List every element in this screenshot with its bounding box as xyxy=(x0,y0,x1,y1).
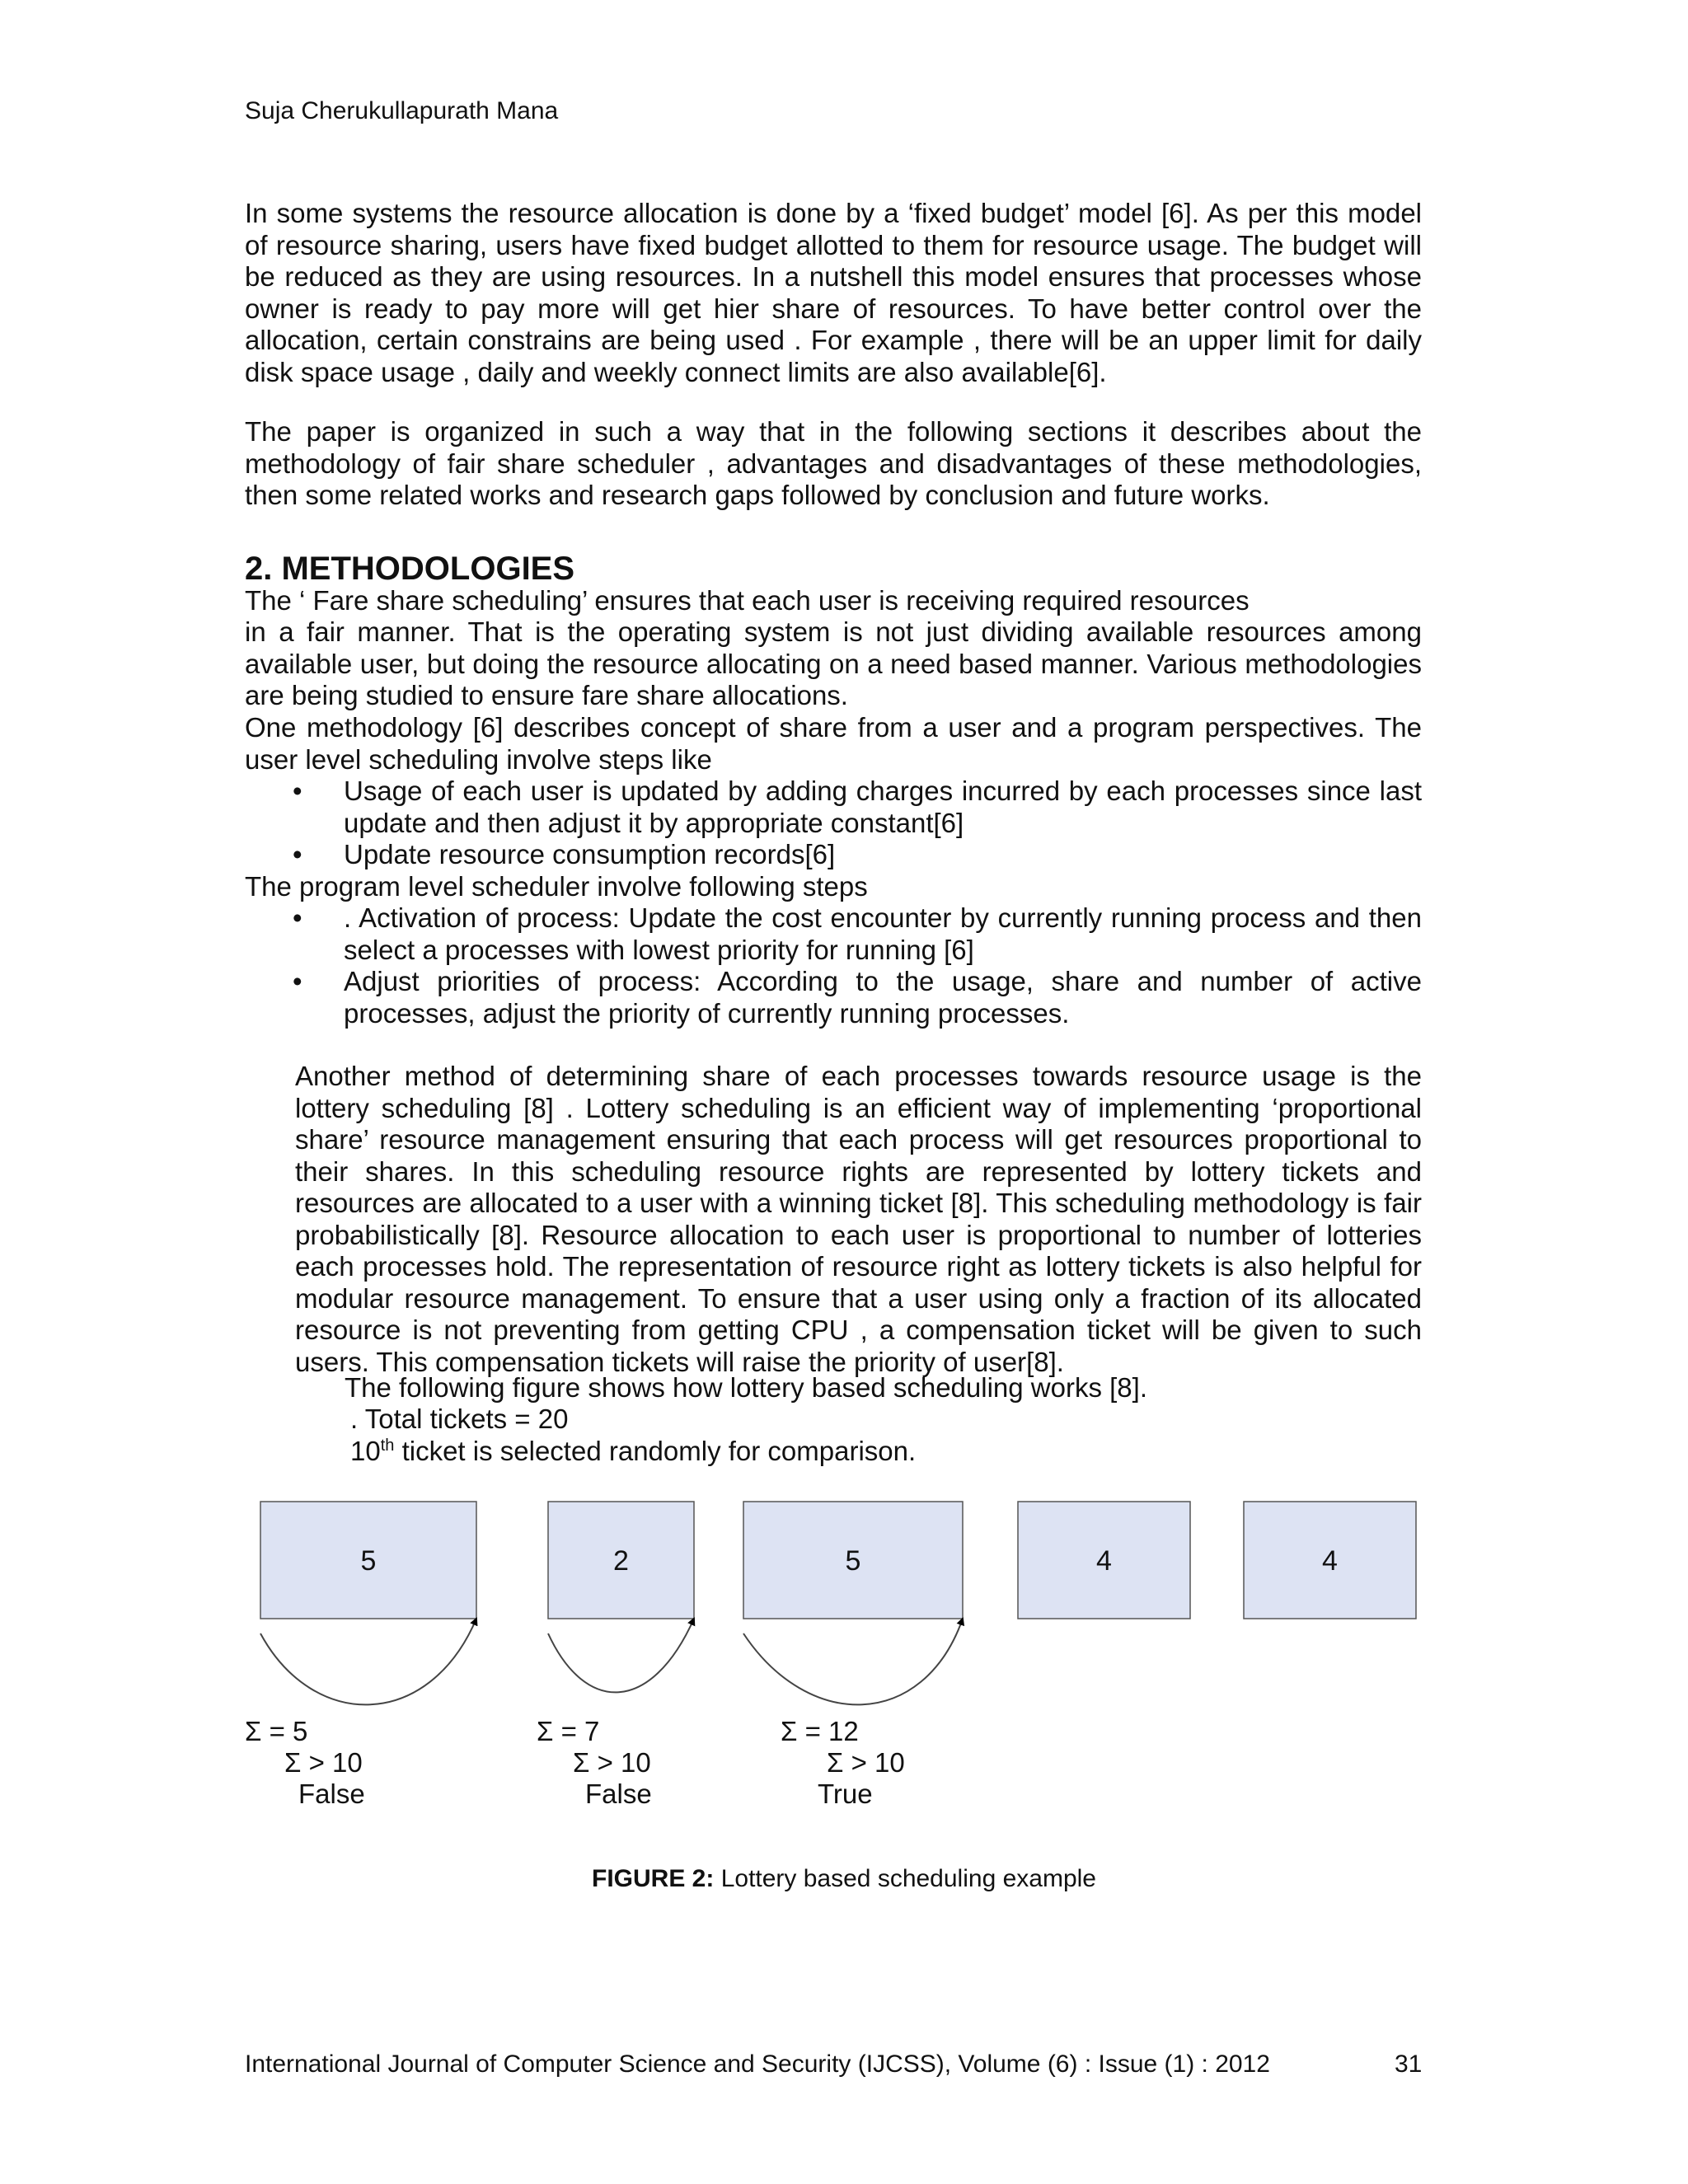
comparison-label-1: Σ > 10 xyxy=(284,1747,363,1778)
running-header-author: Suja Cherukullapurath Mana xyxy=(245,97,559,124)
bullet-icon: • xyxy=(293,966,302,996)
ticket-box-label-4: 4 xyxy=(1096,1545,1112,1577)
list-item: • . Activation of process: Update the cost encounter by currently running process and then select a processes with lowest priority for running [6] xyxy=(293,902,1422,965)
intro-paragraph-2: The paper is organized in such a way that in the following sections it describes about the methodology of fair share scheduler , advantages and disadvantages of these methodologies, then some related works and research gaps followed by conclusion and future works. xyxy=(245,416,1422,510)
result-label-1: False xyxy=(298,1779,365,1809)
journal-footer: International Journal of Computer Science and Security (IJCSS), Volume (6) : Issue (1) : 2012 xyxy=(245,2050,1270,2078)
section-paragraph-1: in a fair manner. That is the operating system is not just dividing available resources among available user, but doing the resource allocating on a need based manner. Various methodologies are being studied to ensure fare share allocations. xyxy=(245,616,1422,710)
total-tickets-line: . Total tickets = 20 xyxy=(350,1404,569,1434)
list-item: • Usage of each user is updated by adding charges incurred by each processes since last update and then adjust it by appropriate constant[6] xyxy=(293,776,1422,838)
bullet-icon: • xyxy=(293,776,302,806)
lottery-scheduling-paragraph: Another method of determining share of each processes towards resource usage is the lottery scheduling [8] . Lottery scheduling is an efficient way of implementing ‘proportional share’ resource management ensuring that each process will get resources proportional to their shares. In this scheduling resource rights are represented by lottery tickets and resources are allocated to a user with a winning ticket [8]. This scheduling methodology is fair probabilistically [8]. Resource allocation to each user is proportional to number of lotteries each processes hold. The representation of resource right as lottery tickets is also helpful for modular resource management. To ensure that a user using only a fraction of its allocated resource is not preventing from getting CPU , a compensation ticket will be given to such users. This compensation tickets will raise the priority of user[8]. xyxy=(295,1061,1422,1377)
arc-arrow-3 xyxy=(743,1619,963,1704)
figure-intro-line: The following figure shows how lottery based scheduling works [8]. xyxy=(345,1372,1147,1403)
bullet-icon: • xyxy=(293,839,302,869)
ticket-box-label-1: 5 xyxy=(360,1545,377,1577)
section-heading: 2. METHODOLOGIES xyxy=(245,551,575,587)
list-item: • Update resource consumption records[6] xyxy=(293,839,836,869)
result-label-3: True xyxy=(818,1779,873,1809)
sum-label-3: Σ = 12 xyxy=(781,1716,859,1746)
bullet-icon: • xyxy=(293,902,302,933)
sum-label-1: Σ = 5 xyxy=(245,1716,308,1746)
list-item: • Adjust priorities of process: According to the usage, share and number of active processes, adjust the priority of currently running processes. xyxy=(293,966,1422,1029)
ticket-box-label-3: 5 xyxy=(845,1545,861,1577)
sum-label-2: Σ = 7 xyxy=(537,1716,600,1746)
comparison-label-3: Σ > 10 xyxy=(827,1747,905,1778)
ticket-box-label-2: 2 xyxy=(613,1545,629,1577)
page-number: 31 xyxy=(1395,2050,1423,2078)
arc-arrow-1 xyxy=(260,1619,476,1704)
comparison-label-2: Σ > 10 xyxy=(573,1747,651,1778)
ticket-selection-line: 10th ticket is selected randomly for comparison. xyxy=(350,1436,917,1466)
program-level-intro: The program level scheduler involve following steps xyxy=(245,871,868,902)
ticket-box-label-5: 4 xyxy=(1322,1545,1338,1577)
arc-arrow-2 xyxy=(548,1619,694,1692)
section-paragraph-2: One methodology [6] describes concept of share from a user and a program perspectives. The user level scheduling involve steps like xyxy=(245,712,1422,775)
result-label-2: False xyxy=(585,1779,652,1809)
intro-paragraph-1: In some systems the resource allocation is done by a ‘fixed budget’ model [6]. As per this model of resource sharing, users have fixed budget allotted to them for resource usage. The budget will be reduced as they are using resources. In a nutshell this model ensures that processes whose owner is ready to pay more will get hier share of resources. To have better control over the allocation, certain constrains are being used . For example , there will be an upper limit for daily disk space usage , daily and weekly connect limits are also available[6]. xyxy=(245,198,1422,387)
figure-caption: FIGURE 2: Lottery based scheduling example xyxy=(592,1865,1096,1892)
section-first-line: The ‘ Fare share scheduling’ ensures that each user is receiving required resources xyxy=(245,585,1250,616)
